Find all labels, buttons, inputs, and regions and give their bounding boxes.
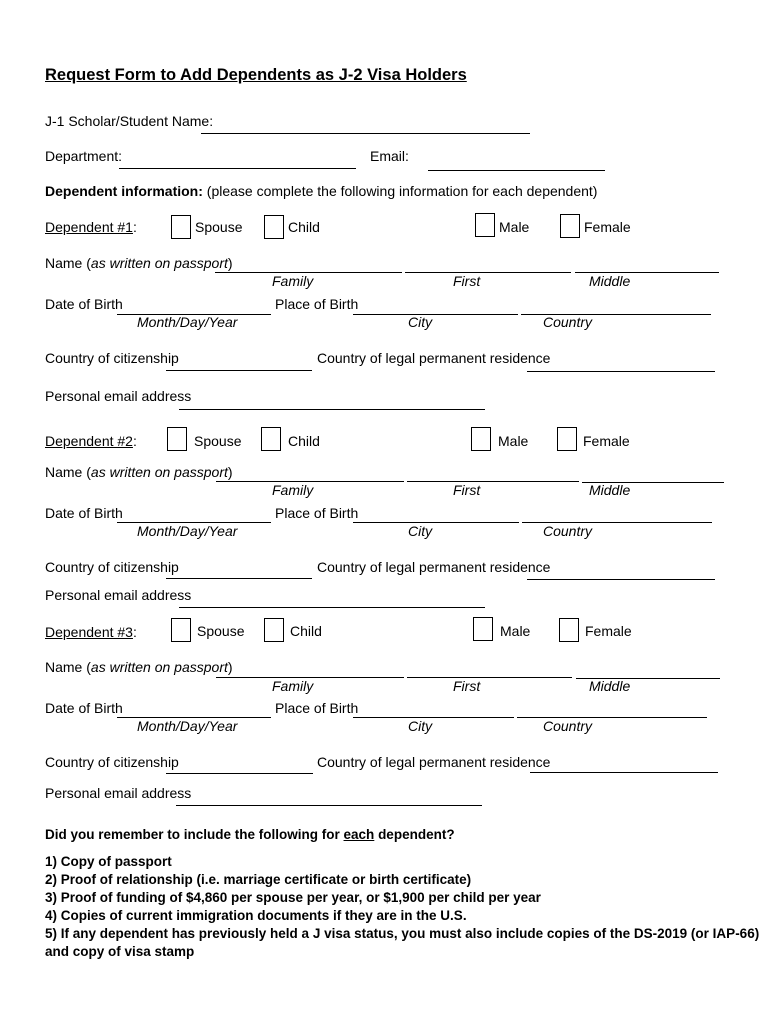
dependent-2-female-checkbox[interactable] (557, 427, 577, 451)
department-field[interactable] (119, 168, 356, 169)
email-field[interactable] (428, 170, 605, 171)
checklist-item: 5) If any dependent has previously held a J visa status, you must also include copies of the DS-2019 (or IAP-66) (45, 926, 760, 941)
dependent-3-child-label: Child (290, 623, 322, 639)
dependent-1-male-label: Male (499, 219, 530, 235)
dependent-3-email-label: Personal email address (45, 785, 192, 801)
name-suffix: ) (227, 659, 233, 675)
scholar-name-field[interactable] (201, 133, 530, 134)
dependent-1-first-caption: First (453, 273, 481, 289)
dependent-1-family-caption: Family (272, 273, 314, 289)
name-prefix: Name ( (45, 255, 91, 271)
dependent-1-name-label (45, 255, 233, 271)
dependent-2-citizenship-field[interactable] (166, 578, 312, 579)
dependent-2-residence-field[interactable] (527, 579, 715, 580)
dependent-1-residence-field[interactable] (527, 371, 715, 372)
dependent-2-male-label: Male (498, 433, 529, 449)
dependent-1-email-label: Personal email address (45, 388, 192, 404)
checklist-item: 3) Proof of funding of $4,860 per spouse per year, or $1,900 per child per year (45, 890, 541, 905)
dependent-2-city-field[interactable] (353, 522, 519, 523)
dependent-info-note: (please complete the following information for each dependent) (202, 183, 598, 199)
name-prefix: Name ( (45, 659, 91, 675)
dependent-2-residence-label: Country of legal permanent residence (317, 559, 551, 575)
dependent-1-heading (45, 219, 137, 235)
dependent-2-child-label: Child (288, 433, 320, 449)
dependent-3-male-label: Male (500, 623, 531, 639)
email-label: Email: (370, 148, 409, 164)
dependent-2-country-caption: Country (543, 523, 593, 539)
dependent-3-city-field[interactable] (353, 717, 514, 718)
dependent-1-spouse-label: Spouse (195, 219, 243, 235)
scholar-name-label: J-1 Scholar/Student Name: (45, 113, 214, 129)
dependent-3-citizenship-label: Country of citizenship (45, 754, 179, 770)
dependent-1-dob-label: Date of Birth (45, 296, 123, 312)
dependent-2-colon: : (132, 433, 137, 449)
dependent-info-label: Dependent information: (45, 183, 203, 199)
checklist-item-continued: and copy of visa stamp (45, 944, 195, 959)
dependent-2-first-field[interactable] (407, 481, 579, 482)
dependent-1-city-field[interactable] (353, 314, 518, 315)
checklist-question-each: each (343, 827, 375, 842)
dependent-3-label: Dependent #3 (45, 624, 133, 640)
dependent-1-first-field[interactable] (405, 272, 571, 273)
dependent-2-name-label (45, 464, 233, 480)
department-label: Department: (45, 148, 123, 164)
dependent-2-child-checkbox[interactable] (261, 427, 281, 451)
dependent-info-heading (45, 183, 597, 199)
dependent-2-female-label: Female (583, 433, 630, 449)
dependent-1-male-checkbox[interactable] (475, 213, 495, 237)
dependent-3-middle-caption: Middle (589, 678, 631, 694)
dependent-2-spouse-checkbox[interactable] (167, 427, 187, 451)
dependent-3-female-checkbox[interactable] (559, 618, 579, 642)
name-suffix: ) (227, 464, 233, 480)
dependent-1-child-checkbox[interactable] (264, 215, 284, 239)
dependent-3-first-caption: First (453, 678, 481, 694)
dependent-2-email-field[interactable] (179, 607, 485, 608)
dependent-3-heading (45, 624, 137, 640)
dependent-2-middle-caption: Middle (589, 482, 631, 498)
dependent-2-spouse-label: Spouse (194, 433, 242, 449)
dependent-3-male-checkbox[interactable] (473, 617, 493, 641)
dependent-2-first-caption: First (453, 482, 481, 498)
dependent-1-female-checkbox[interactable] (560, 214, 580, 238)
dependent-2-dob-label: Date of Birth (45, 505, 123, 521)
dependent-3-child-checkbox[interactable] (264, 618, 284, 642)
dependent-1-citizenship-label: Country of citizenship (45, 350, 179, 366)
dependent-2-family-caption: Family (272, 482, 314, 498)
name-italic: as written on passport (90, 659, 228, 675)
dependent-2-citizenship-label: Country of citizenship (45, 559, 179, 575)
dependent-3-city-caption: City (408, 718, 433, 734)
dependent-3-pob-label: Place of Birth (275, 700, 359, 716)
dependent-1-country-caption: Country (543, 314, 593, 330)
dependent-1-email-field[interactable] (179, 409, 485, 410)
name-italic: as written on passport (90, 464, 228, 480)
dependent-1-middle-caption: Middle (589, 273, 631, 289)
dependent-1-spouse-checkbox[interactable] (171, 215, 191, 239)
dependent-1-pob-label: Place of Birth (275, 296, 359, 312)
dependent-1-dob-caption: Month/Day/Year (137, 314, 238, 330)
checklist-question (45, 826, 455, 844)
dependent-2-label: Dependent #2 (45, 433, 133, 449)
checklist-item: 2) Proof of relationship (i.e. marriage certificate or birth certificate) (45, 872, 472, 887)
dependent-3-first-field[interactable] (407, 677, 572, 678)
dependent-3-name-label (45, 659, 233, 675)
name-suffix: ) (227, 255, 233, 271)
dependent-1-child-label: Child (288, 219, 320, 235)
dependent-2-city-caption: City (408, 523, 433, 539)
checklist-item: 1) Copy of passport (45, 854, 172, 869)
dependent-1-female-label: Female (584, 219, 631, 235)
dependent-3-family-caption: Family (272, 678, 314, 694)
dependent-1-colon: : (132, 219, 137, 235)
checklist-question-post: dependent? (374, 827, 455, 842)
dependent-2-heading (45, 433, 137, 449)
dependent-2-male-checkbox[interactable] (471, 427, 491, 451)
dependent-2-pob-label: Place of Birth (275, 505, 359, 521)
dependent-2-email-label: Personal email address (45, 587, 192, 603)
dependent-2-dob-caption: Month/Day/Year (137, 523, 238, 539)
name-prefix: Name ( (45, 464, 91, 480)
dependent-3-residence-label: Country of legal permanent residence (317, 754, 551, 770)
checklist-item: 4) Copies of current immigration documents if they are in the U.S. (45, 908, 467, 923)
dependent-3-email-field[interactable] (176, 805, 482, 806)
page-title: Request Form to Add Dependents as J-2 Visa Holders (45, 66, 467, 84)
dependent-1-residence-label: Country of legal permanent residence (317, 350, 551, 366)
dependent-1-city-caption: City (408, 314, 433, 330)
dependent-3-spouse-label: Spouse (197, 623, 245, 639)
dependent-3-dob-label: Date of Birth (45, 700, 123, 716)
checklist-question-pre: Did you remember to include the following for (45, 827, 344, 842)
name-italic: as written on passport (90, 255, 228, 271)
dependent-3-citizenship-field[interactable] (166, 773, 313, 774)
dependent-3-residence-field[interactable] (530, 772, 718, 773)
dependent-3-dob-caption: Month/Day/Year (137, 718, 238, 734)
dependent-3-country-caption: Country (543, 718, 593, 734)
dependent-3-spouse-checkbox[interactable] (171, 618, 191, 642)
dependent-3-colon: : (132, 624, 137, 640)
dependent-3-female-label: Female (585, 623, 632, 639)
dependent-1-label: Dependent #1 (45, 219, 133, 235)
dependent-1-citizenship-field[interactable] (166, 370, 312, 371)
